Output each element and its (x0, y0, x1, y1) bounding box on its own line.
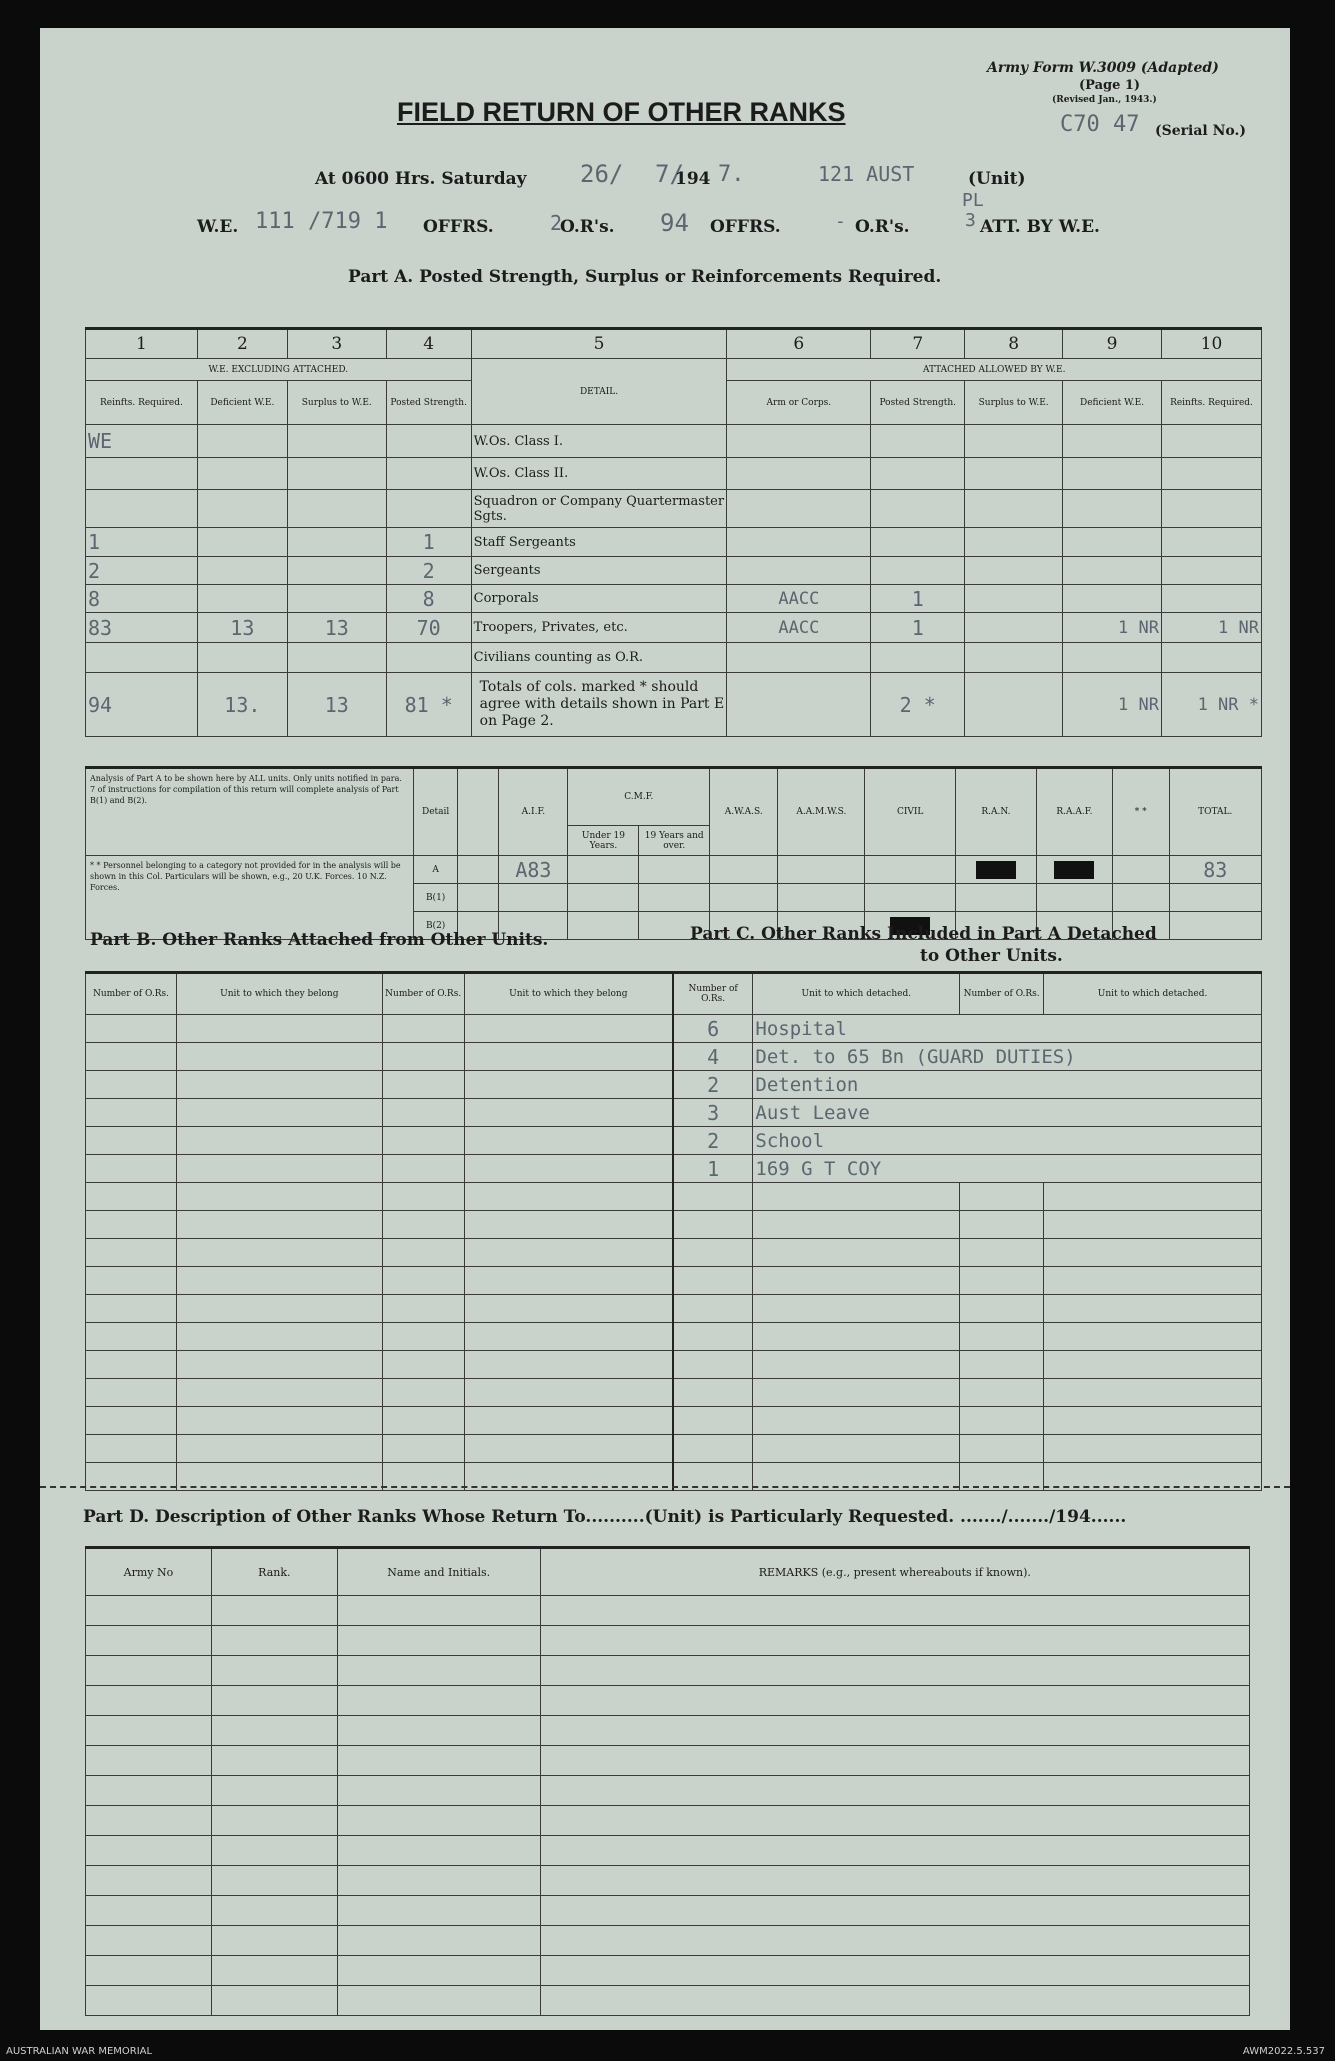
table-row (86, 458, 1262, 490)
cell-posted: 70 (386, 613, 471, 643)
form-number: Army Form W.3009 (Adapted) (987, 60, 1219, 76)
cell-arm: AACC (727, 585, 871, 613)
table-row (86, 1099, 1262, 1127)
cell-unit: Hospital (753, 1015, 1262, 1043)
aamws-header: A.A.M.W.S. (778, 768, 865, 856)
part-d-table (85, 1546, 1250, 2016)
cell-posted: 81 * (386, 673, 471, 737)
part-d-title: Part D. Description of Other Ranks Whose Return To..........(Unit) is Particularly Requested. ......./......./194...... (83, 1507, 1127, 1527)
header-reinfts-att: Reinfts. Required. (1162, 381, 1262, 425)
part-bc-table (85, 971, 1262, 1491)
cell-posted: 2 (386, 557, 471, 585)
table-row (86, 1155, 1262, 1183)
table-row (86, 528, 1262, 557)
page-title: FIELD RETURN OF OTHER RANKS (397, 97, 846, 127)
group-header-we: W.E. EXCLUDING ATTACHED. (86, 359, 472, 381)
serial-number-value: C70 47 (1060, 112, 1140, 137)
analysis-table (85, 766, 1262, 940)
under19-header: Under 19 Years. (568, 826, 639, 856)
table-row (86, 1043, 1262, 1071)
header-deficient: Deficient W.E. (197, 381, 287, 425)
group-header-attached: ATTACHED ALLOWED BY W.E. (727, 359, 1262, 381)
detail-label: W.Os. Class I. (471, 425, 727, 458)
header-surplus: Surplus to W.E. (287, 381, 386, 425)
footer-accession: AWM2022.5.537 (1242, 2046, 1325, 2057)
footer-credit: AUSTRALIAN WAR MEMORIAL (6, 2046, 153, 2057)
redaction (1054, 861, 1094, 879)
table-row (86, 490, 1262, 528)
col-number: 3 (287, 329, 386, 359)
aif-header: A.I.F. (499, 768, 568, 856)
ors-value: 94 (660, 209, 689, 237)
cell-number: 1 (673, 1155, 753, 1183)
cell-total: 83 (1169, 856, 1262, 884)
detail-label: Staff Sergeants (471, 528, 727, 557)
header-deficient-att: Deficient W.E. (1063, 381, 1162, 425)
cell-number: 6 (673, 1015, 753, 1043)
cell-number: 2 (673, 1127, 753, 1155)
cell-reinfts: 8 (86, 585, 198, 613)
cell-reinfts-att: 1 NR * (1162, 673, 1262, 737)
col-number: 2 (197, 329, 287, 359)
date-year: 7. (718, 162, 745, 187)
col-number: 4 (386, 329, 471, 359)
cell-reinfts: 1 (86, 528, 198, 557)
tear-line (40, 1486, 1290, 1488)
detail-col-header: Detail (413, 768, 458, 856)
ors-attached-label: O.R's. (855, 217, 910, 237)
table-row (86, 1015, 1262, 1043)
part-c-number-header: Number of O.Rs. (673, 973, 753, 1015)
time-label: At 0600 Hrs. Saturday (315, 169, 527, 189)
header-posted-att: Posted Strength. (871, 381, 965, 425)
cell-deficient: 13. (197, 673, 287, 737)
awas-header: A.W.A.S. (710, 768, 778, 856)
part-b-title: Part B. Other Ranks Attached from Other Units. (90, 930, 549, 950)
part-c-title: Part C. Other Ranks Included in Part A Detached (690, 924, 1157, 944)
over19-header: 19 Years and over. (639, 826, 710, 856)
detail-header: DETAIL. (471, 359, 727, 425)
part-a-table (85, 327, 1262, 737)
part-b-unit-header-2: Unit to which they belong (464, 973, 673, 1015)
date-month: 7/ (655, 160, 684, 188)
remarks-header: REMARKS (e.g., present whereabouts if known). (540, 1548, 1249, 1596)
date-year-prefix: 194 (675, 169, 711, 189)
cell-deficient: 13 (197, 613, 287, 643)
col-number: 10 (1162, 329, 1262, 359)
offrs-attached-value: - (835, 211, 846, 232)
cell-posted-att: 2 * (871, 673, 965, 737)
unit-label: (Unit) (968, 169, 1026, 189)
total-header: TOTAL. (1169, 768, 1262, 856)
detail-label: Corporals (471, 585, 727, 613)
header-surplus-att: Surplus to W.E. (965, 381, 1063, 425)
cell-unit: 169 G T COY (753, 1155, 1262, 1183)
detail-label: Civilians counting as O.R. (471, 643, 727, 673)
col-number: 9 (1063, 329, 1162, 359)
ors-label: O.R's. (560, 217, 615, 237)
header-arm: Arm or Corps. (727, 381, 871, 425)
serial-number-label: (Serial No.) (1155, 123, 1246, 139)
col-number: 7 (871, 329, 965, 359)
table-row (86, 643, 1262, 673)
offrs-label: OFFRS. (423, 217, 494, 237)
table-row (86, 1127, 1262, 1155)
analysis-note: Analysis of Part A to be shown here by ALL units. Only units notified in para. 7 of instructions for compilation of this return will complete analysis of Part B(1) and B(2). (86, 768, 414, 856)
table-row (86, 1071, 1262, 1099)
part-c-unit-header: Unit to which detached. (753, 973, 960, 1015)
detail-label: Troopers, Privates, etc. (471, 613, 727, 643)
cell-posted-att: 1 (871, 613, 965, 643)
other-header: * * (1112, 768, 1169, 856)
part-a-title: Part A. Posted Strength, Surplus or Reinforcements Required. (348, 267, 942, 287)
col-number: 5 (471, 329, 727, 359)
cell-unit: Det. to 65 Bn (GUARD DUTIES) (753, 1043, 1262, 1071)
table-row (86, 425, 1262, 458)
part-b-unit-header: Unit to which they belong (176, 973, 382, 1015)
cell-reinfts: 2 (86, 557, 198, 585)
table-row-totals (86, 673, 1262, 737)
part-c-unit-header-2: Unit to which detached. (1044, 973, 1262, 1015)
we-value: 111 /719 1 (255, 209, 388, 234)
cell-deficient-att: 1 NR (1063, 673, 1162, 737)
detail-label: Totals of cols. marked * should agree with details shown in Part E on Page 2. (471, 673, 727, 737)
table-row (86, 557, 1262, 585)
col-number: 1 (86, 329, 198, 359)
civil-header: CIVIL (865, 768, 956, 856)
cell-reinfts: WE (86, 425, 198, 458)
army-no-header: Army No (86, 1548, 212, 1596)
cell-unit: School (753, 1127, 1262, 1155)
cell-posted: 1 (386, 528, 471, 557)
date-day: 26/ (580, 160, 624, 188)
part-b-number-header-2: Number of O.Rs. (382, 973, 464, 1015)
row-label: B(2) (413, 912, 458, 940)
detail-label: Squadron or Company Quartermaster Sgts. (471, 490, 727, 528)
cell-surplus: 13 (287, 613, 386, 643)
row-label: B(1) (413, 884, 458, 912)
cell-surplus: 13 (287, 673, 386, 737)
table-row (86, 856, 1262, 884)
cell-reinfts: 83 (86, 613, 198, 643)
unit-value: 121 AUST (818, 162, 915, 186)
cell-posted: 8 (386, 585, 471, 613)
detail-label: Sergeants (471, 557, 727, 585)
cell-reinfts: 94 (86, 673, 198, 737)
header-posted: Posted Strength. (386, 381, 471, 425)
form-revision: (Revised Jan., 1943.) (1052, 95, 1157, 105)
cell-reinfts-att: 1 NR (1162, 613, 1262, 643)
col-number: 8 (965, 329, 1063, 359)
ran-header: R.A.N. (955, 768, 1036, 856)
header-reinfts: Reinfts. Required. (86, 381, 198, 425)
cell-number: 4 (673, 1043, 753, 1071)
analysis-note-2: * * Personnel belonging to a category not provided for in the analysis will be shown in this Col. Particulars will be shown, e.g., 20 U.K. Forces. 10 N.Z. Forces. (86, 856, 414, 940)
detail-label: W.Os. Class II. (471, 458, 727, 490)
redaction (976, 861, 1016, 879)
cell-aif: A83 (499, 856, 568, 884)
rank-header: Rank. (211, 1548, 337, 1596)
cell-unit: Detention (753, 1071, 1262, 1099)
cell-arm: AACC (727, 613, 871, 643)
part-c-number-header-2: Number of O.Rs. (960, 973, 1044, 1015)
we-label: W.E. (197, 217, 239, 237)
pl-value: PL (962, 190, 984, 211)
offrs-attached-label: OFFRS. (710, 217, 781, 237)
attached-value: 3 (965, 210, 976, 231)
row-label: A (413, 856, 458, 884)
cell-number: 2 (673, 1071, 753, 1099)
offrs-value: 2 (550, 211, 563, 235)
cell-unit: Aust Leave (753, 1099, 1262, 1127)
raaf-header: R.A.A.F. (1036, 768, 1112, 856)
form-page: (Page 1) (1079, 78, 1141, 93)
cmf-header: C.M.F. (568, 768, 710, 826)
table-row (86, 613, 1262, 643)
cell-deficient-att: 1 NR (1063, 613, 1162, 643)
part-c-title-2: to Other Units. (920, 946, 1063, 966)
cell-posted-att: 1 (871, 585, 965, 613)
name-header: Name and Initials. (337, 1548, 540, 1596)
cell-number: 3 (673, 1099, 753, 1127)
col-number: 6 (727, 329, 871, 359)
table-row (86, 585, 1262, 613)
attached-by-we-label: ATT. BY W.E. (980, 217, 1100, 237)
part-b-number-header: Number of O.Rs. (86, 973, 177, 1015)
